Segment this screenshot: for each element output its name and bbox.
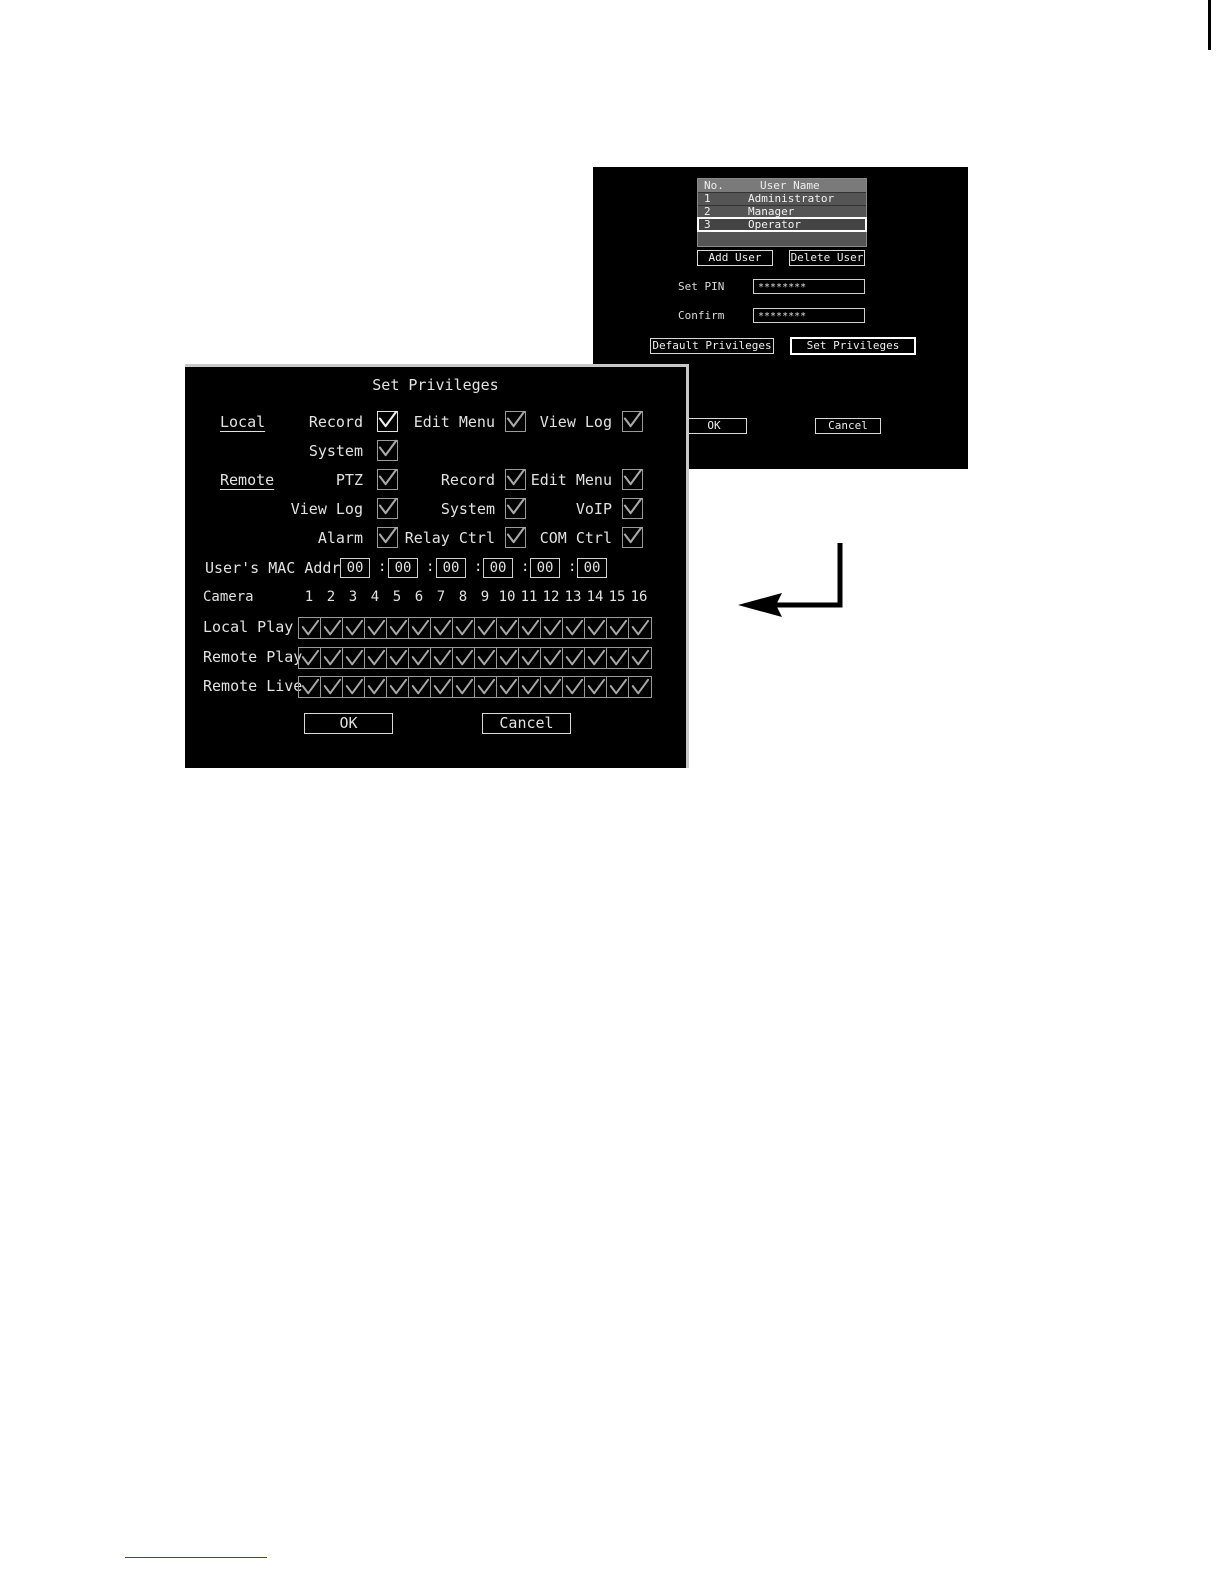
remote-com-ctrl-label: COM Ctrl [539,529,612,547]
add-user-button[interactable]: Add User [697,250,773,266]
camera-10-checkbox[interactable] [497,618,519,638]
remote-edit-menu-label: Edit Menu [530,471,612,489]
checkmark-icon [410,619,430,637]
checkmark-icon [388,649,408,667]
user-row-name: Manager [748,205,795,218]
user-table-header [698,179,866,192]
user-row-no: 1 [704,192,711,205]
camera-16-checkbox[interactable] [629,677,651,697]
checkmark-icon [366,619,386,637]
camera-14-checkbox[interactable] [585,677,607,697]
mac-separator: : [474,559,483,575]
camera-label: Camera [203,589,254,605]
camera-number: 12 [542,589,560,605]
mac-octet-2[interactable]: 00 [388,558,418,578]
camera-3-checkbox[interactable] [343,618,365,638]
camera-2-checkbox[interactable] [321,677,343,697]
set-privileges-dialog [185,364,689,768]
mac-separator: : [426,559,435,575]
local-system-label: System [308,442,363,460]
footer-link-line [125,1557,267,1558]
camera-number: 4 [370,589,380,605]
camera-9-checkbox[interactable] [475,648,497,668]
remote-record-checkbox[interactable] [505,469,526,490]
remote-relay-ctrl-checkbox[interactable] [505,527,526,548]
local-edit-menu-checkbox[interactable] [505,411,526,432]
checkmark-icon [498,649,518,667]
camera-number: 10 [498,589,516,605]
camera-number: 14 [586,589,604,605]
checkmark-icon [322,649,342,667]
checkmark-icon [623,497,642,520]
camera-6-checkbox[interactable] [409,618,431,638]
checkmark-icon [630,649,650,667]
remote-relay-ctrl-label: Relay Ctrl [404,529,495,547]
user-cancel-button[interactable]: Cancel [815,418,881,434]
camera-3-checkbox[interactable] [343,648,365,668]
checkmark-icon [476,678,496,696]
checkmark-icon [366,678,386,696]
camera-number: 2 [326,589,336,605]
camera-4-checkbox[interactable] [365,677,387,697]
checkmark-icon [476,619,496,637]
set-pin-field[interactable]: ******** [753,279,865,294]
privileges-cancel-button[interactable]: Cancel [482,713,571,734]
checkmark-icon [432,649,452,667]
user-table [697,178,867,247]
remote-system-label: System [440,500,495,518]
checkmark-icon [388,678,408,696]
remote-edit-menu-checkbox[interactable] [622,469,643,490]
checkmark-icon [498,619,518,637]
local-view-log-checkbox[interactable] [622,411,643,432]
checkmark-icon [608,649,628,667]
delete-user-button[interactable]: Delete User [790,251,864,264]
camera-3-checkbox[interactable] [343,677,365,697]
remote-view-log-checkbox[interactable] [377,498,398,519]
checkmark-icon [454,678,474,696]
mac-separator: : [568,559,577,575]
checkmark-icon [432,619,452,637]
camera-5-checkbox[interactable] [387,677,409,697]
remote-alarm-label: Alarm [317,529,363,547]
camera-number: 13 [564,589,582,605]
checkmark-icon [586,649,606,667]
remote-live-label: Remote Live [203,677,303,695]
camera-4-checkbox[interactable] [365,648,387,668]
checkmark-icon [506,410,525,433]
default-privileges-button[interactable]: Default Privileges [650,338,774,354]
mac-octet-1[interactable]: 00 [340,558,370,578]
checkmark-icon [623,526,642,549]
user-row-manager[interactable] [698,205,866,218]
checkmark-icon [378,468,397,491]
camera-1-checkbox[interactable] [299,648,321,668]
camera-4-checkbox[interactable] [365,618,387,638]
user-row-no: 2 [704,205,711,218]
remote-section-label: Remote [220,471,275,489]
camera-13-checkbox[interactable] [563,677,585,697]
checkmark-icon [366,649,386,667]
checkmark-icon [586,619,606,637]
privileges-ok-button[interactable]: OK [304,713,393,734]
remote-voip-label: VoIP [575,500,612,518]
remote-com-ctrl-checkbox[interactable] [622,527,643,548]
remote-view-log-label: View Log [290,500,363,518]
camera-9-checkbox[interactable] [475,618,497,638]
checkmark-icon [542,619,562,637]
camera-15-checkbox[interactable] [607,648,629,668]
remote-play-label: Remote Play [203,648,303,666]
remote-ptz-checkbox[interactable] [377,469,398,490]
camera-8-checkbox[interactable] [453,677,475,697]
camera-7-checkbox[interactable] [431,618,453,638]
camera-5-checkbox[interactable] [387,648,409,668]
camera-6-checkbox[interactable] [409,677,431,697]
camera-16-checkbox[interactable] [629,618,651,638]
local-play-label: Local Play [203,618,294,636]
checkmark-icon [300,678,320,696]
mac-octet-3[interactable]: 00 [436,558,466,578]
mac-separator: : [378,559,387,575]
checkmark-icon [586,678,606,696]
remote-system-checkbox[interactable] [505,498,526,519]
checkmark-icon [542,649,562,667]
checkmark-icon [344,649,364,667]
checkmark-icon [300,619,320,637]
checkmark-icon [388,619,408,637]
camera-12-checkbox[interactable] [541,618,563,638]
checkmark-icon [410,649,430,667]
checkmark-icon [506,468,525,491]
camera-8-checkbox[interactable] [453,618,475,638]
camera-11-checkbox[interactable] [519,677,541,697]
camera-number: 16 [630,589,648,605]
header-no: No. [704,179,724,192]
remote-live-grid [298,676,652,698]
camera-13-checkbox[interactable] [563,648,585,668]
checkmark-icon [506,497,525,520]
checkmark-icon [630,619,650,637]
camera-14-checkbox[interactable] [585,618,607,638]
checkmark-icon [454,649,474,667]
camera-1-checkbox[interactable] [299,618,321,638]
camera-11-checkbox[interactable] [519,648,541,668]
checkmark-icon [520,619,540,637]
camera-number: 6 [414,589,424,605]
dialog-title: Set Privileges [372,376,499,394]
camera-7-checkbox[interactable] [431,677,453,697]
camera-11-checkbox[interactable] [519,618,541,638]
checkmark-icon [564,678,584,696]
camera-number: 3 [348,589,358,605]
checkmark-icon [564,649,584,667]
mac-addr-label: User's MAC Addr [205,559,341,577]
confirm-pin-field[interactable]: ******** [753,308,865,323]
local-section-label: Local [220,413,266,431]
camera-number: 8 [458,589,468,605]
checkmark-icon [498,678,518,696]
camera-2-checkbox[interactable] [321,648,343,668]
camera-number: 15 [608,589,626,605]
camera-7-checkbox[interactable] [431,648,453,668]
local-play-grid [298,617,652,639]
checkmark-icon [564,619,584,637]
set-privileges-button[interactable]: Set Privileges [790,337,916,355]
camera-5-checkbox[interactable] [387,618,409,638]
remote-voip-checkbox[interactable] [622,498,643,519]
checkmark-icon [410,678,430,696]
user-row-operator[interactable] [698,218,866,231]
checkmark-icon [623,410,642,433]
camera-6-checkbox[interactable] [409,648,431,668]
camera-15-checkbox[interactable] [607,677,629,697]
camera-15-checkbox[interactable] [607,618,629,638]
remote-ptz-label: PTZ [335,471,363,489]
checkmark-icon [608,619,628,637]
camera-12-checkbox[interactable] [541,677,563,697]
checkmark-icon [476,649,496,667]
checkmark-icon [378,497,397,520]
checkmark-icon [630,678,650,696]
user-row-no: 3 [704,218,711,231]
checkmark-icon [454,619,474,637]
local-view-log-label: View Log [539,413,612,431]
checkmark-icon [520,678,540,696]
checkmark-icon [300,649,320,667]
remote-play-grid [298,647,652,669]
camera-number: 11 [520,589,538,605]
local-record-checkbox[interactable] [377,411,398,432]
user-row-administrator[interactable] [698,192,866,205]
header-user-name: User Name [760,179,820,192]
checkmark-icon [344,619,364,637]
local-system-checkbox[interactable] [377,440,398,461]
camera-10-checkbox[interactable] [497,677,519,697]
camera-14-checkbox[interactable] [585,648,607,668]
camera-number: 5 [392,589,402,605]
checkmark-icon [322,678,342,696]
camera-13-checkbox[interactable] [563,618,585,638]
checkmark-icon [542,678,562,696]
mac-octet-4[interactable]: 00 [483,558,513,578]
camera-number: 1 [304,589,314,605]
camera-10-checkbox[interactable] [497,648,519,668]
local-record-label: Record [308,413,363,431]
camera-1-checkbox[interactable] [299,677,321,697]
camera-16-checkbox[interactable] [629,648,651,668]
checkmark-icon [608,678,628,696]
set-pin-label: Set PIN [678,280,725,293]
checkmark-icon [506,526,525,549]
mac-octet-6[interactable]: 00 [577,558,607,578]
local-edit-menu-label: Edit Menu [413,413,495,431]
user-row-name: Administrator [748,192,835,205]
checkmark-icon [378,439,397,462]
mac-octet-5[interactable]: 00 [530,558,560,578]
camera-12-checkbox[interactable] [541,648,563,668]
user-row-name: Operator [748,218,801,231]
checkmark-icon [322,619,342,637]
camera-number: 7 [436,589,446,605]
camera-9-checkbox[interactable] [475,677,497,697]
checkmark-icon [344,678,364,696]
checkmark-icon [432,678,452,696]
checkmark-icon [378,410,397,433]
checkmark-icon [623,468,642,491]
confirm-label: Confirm [678,309,725,322]
mac-separator: : [521,559,530,575]
camera-8-checkbox[interactable] [453,648,475,668]
camera-2-checkbox[interactable] [321,618,343,638]
remote-record-label: Record [440,471,495,489]
page-edge-bar [1208,0,1211,50]
checkmark-icon [520,649,540,667]
arrow-left-icon [736,543,848,619]
camera-number: 9 [480,589,490,605]
user-ok-button[interactable]: OK [681,418,747,434]
